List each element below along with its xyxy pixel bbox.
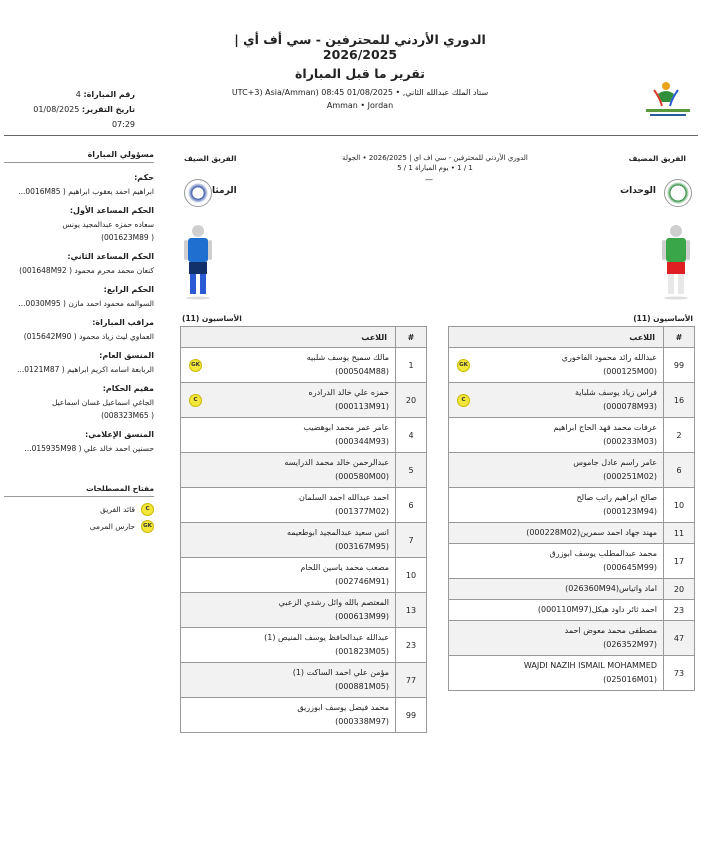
player-number: 16 [664, 383, 695, 418]
player-row [449, 418, 695, 453]
player-code: (000123M94) [603, 507, 657, 516]
player-cell [181, 523, 396, 558]
player-number: 11 [664, 523, 695, 544]
player-cell [181, 558, 396, 593]
player-code: (000504M88) [335, 367, 389, 376]
official-id: ( 001623M89) [101, 233, 154, 242]
player-name: عامر عمر محمد ابوهضيب [303, 423, 389, 432]
competition-info [320, 153, 550, 173]
player-number: 5 [396, 453, 427, 488]
player-name: اماد واتياس(026360M94) [565, 584, 657, 593]
official-role: مراقب المباراة: [92, 318, 154, 327]
player-name: صالح ابراهيم راتب صالح [576, 493, 657, 502]
player-row [181, 523, 427, 558]
player-number: 10 [664, 488, 695, 523]
player-cell [449, 523, 664, 544]
player-cell [181, 698, 396, 733]
report-date [0, 105, 135, 114]
player-row [181, 488, 427, 523]
player-number: 99 [396, 698, 427, 733]
player-code: (025016M01) [603, 675, 657, 684]
official-name: العماوي ليث زياد محمود ( 015642M90) [23, 332, 154, 341]
player-row [181, 383, 427, 418]
player-number: 73 [664, 656, 695, 691]
player-cell [449, 348, 664, 383]
away-team-name: الرمثا [212, 186, 237, 196]
player-row [449, 453, 695, 488]
player-row [181, 453, 427, 488]
player-code: (000113M91) [335, 402, 389, 411]
gk-label: حارس المرمى [89, 522, 135, 531]
player-row [449, 348, 695, 383]
player-cell [449, 600, 664, 621]
player-name: احمد ثائر داود هيكل(000110M97) [537, 605, 657, 614]
player-name: محمد فيصل يوسف ابوزريق [297, 703, 389, 712]
season-title: 2026/2025 [322, 47, 398, 62]
player-cell [449, 453, 664, 488]
player-name: مهند جهاد احمد سمرين(000228M02) [526, 528, 657, 537]
player-cell [181, 628, 396, 663]
player-row [181, 348, 427, 383]
player-cell [181, 663, 396, 698]
away-team-label: الفريق الضيف [184, 154, 237, 163]
player-cell [181, 453, 396, 488]
player-name: عبدالله رائد محمود الفاخوري [561, 353, 657, 362]
official-role: مقيم الحكام: [102, 384, 154, 393]
captain-badge: C [141, 503, 154, 516]
player-name: المعتصم بالله وائل رشدي الزعبي [278, 598, 389, 607]
player-number: 7 [396, 523, 427, 558]
home-table-header [449, 327, 695, 348]
goalkeeper-badge: GK [457, 359, 470, 372]
player-code: (002746M91) [335, 577, 389, 586]
player-name: مؤمن علي احمد الساكت (1) [292, 668, 389, 677]
report-subtitle: تقرير ما قبل المباراة [295, 66, 425, 81]
officials-panel [4, 150, 154, 455]
player-name: مصعب محمد ياسين اللحام [300, 563, 389, 572]
player-number: 6 [396, 488, 427, 523]
player-code: (000344M93) [335, 437, 389, 446]
player-code: (001377M02) [335, 507, 389, 516]
away-club-logo [184, 179, 212, 207]
player-name: عبدالله عبدالحافظ يوسف المنيص (1) [264, 633, 389, 642]
col-player-header: اللاعب [181, 327, 396, 348]
player-row [449, 600, 695, 621]
player-code: (003167M95) [335, 542, 389, 551]
home-team-label: الفريق المضيف [628, 154, 686, 163]
captain-badge: C [189, 394, 202, 407]
away-kit-figure [182, 224, 214, 300]
official-name: كنعان محمد محرم محمود ( 001648M92) [19, 266, 154, 275]
player-cell [449, 488, 664, 523]
player-number: 20 [396, 383, 427, 418]
home-team-name: الوحدات [620, 186, 656, 196]
home-starters-label: الأساسيون (11) [633, 314, 693, 323]
away-lineup-table [180, 326, 427, 733]
legend-heading: مفتاح المصطلحات [4, 484, 154, 497]
player-cell [181, 348, 396, 383]
player-number: 17 [664, 544, 695, 579]
player-row [449, 579, 695, 600]
player-number: 23 [396, 628, 427, 663]
player-number: 4 [396, 418, 427, 453]
captain-label: قائد الفريق [100, 505, 135, 514]
player-code: (000881M05) [335, 682, 389, 691]
player-number: 23 [664, 600, 695, 621]
report-date-label: تاريخ التقرير: [81, 105, 135, 114]
official-role: الحكم المساعد الأول: [69, 206, 154, 215]
match-meta [0, 90, 135, 135]
away-table-header [181, 327, 427, 348]
player-number: 47 [664, 621, 695, 656]
city-line: Amman • Jordan [326, 101, 394, 110]
official-name: سعاده حمزه عبدالمجيد يونس [62, 220, 154, 229]
player-cell [181, 418, 396, 453]
official-id: ( 008323M65) [101, 411, 154, 420]
player-name: محمد عبدالمطلب يوسف ابوزرق [549, 549, 657, 558]
player-name: فراس زياد يوسف شلباية [574, 388, 657, 397]
score-placeholder: — [425, 175, 433, 184]
player-name: مالك سميح يوسف شلبيه [306, 353, 389, 362]
player-code: (000233M03) [603, 437, 657, 446]
player-row [449, 656, 695, 691]
gk-badge: GK [141, 520, 154, 533]
match-number [0, 90, 135, 99]
player-code: (001823M05) [335, 647, 389, 656]
header-divider [4, 135, 698, 136]
player-cell [449, 621, 664, 656]
player-row [449, 621, 695, 656]
player-row [181, 558, 427, 593]
player-row [181, 698, 427, 733]
venue-line: ستاد الملك عبدالله الثاني, • UTC+3) Asia/Amman) 08:45 01/08/2025 [231, 88, 489, 97]
player-number: 10 [396, 558, 427, 593]
official-role: الحكم الرابع: [103, 285, 154, 294]
player-name: عبدالرحمن خالد محمد الدرايسه [284, 458, 389, 467]
player-number: 6 [664, 453, 695, 488]
player-number: 1 [396, 348, 427, 383]
matchday-info: 1 / 1 • يوم المباراة 1 / 5 [397, 164, 473, 172]
player-row [449, 544, 695, 579]
report-title: الدوري الأردني للمحترفين - سي أف أي | [234, 32, 486, 47]
legend-captain [4, 503, 154, 516]
player-row [449, 523, 695, 544]
player-name: عامر راسم عادل جاموس [573, 458, 657, 467]
home-club-logo [664, 179, 692, 207]
player-cell [181, 383, 396, 418]
player-code: (000580M00) [335, 472, 389, 481]
player-name: مصطفى محمد معوض احمد [564, 626, 657, 635]
player-name: حمزه علي خالد الدرادره [308, 388, 389, 397]
captain-badge: C [457, 394, 470, 407]
col-player-header: اللاعب [449, 327, 664, 348]
match-number-label: رقم المباراة: [83, 90, 135, 99]
official-name: ابراهيم احمد يعقوب ابراهيم ( 0016M85... [18, 187, 154, 196]
official-name: الربابعة اسامه اكريم ابراهيم ( 0121M87... [17, 365, 154, 374]
league-logo [640, 76, 696, 120]
officials-list [4, 173, 154, 455]
competition-round: الدوري الأردني للمحترفين - سي اف اي | 2026/2025 • الجولة [342, 154, 528, 162]
player-row [181, 593, 427, 628]
player-row [181, 663, 427, 698]
goalkeeper-badge: GK [189, 359, 202, 372]
away-starters-label: الأساسيون (11) [182, 314, 242, 323]
home-lineup-table [448, 326, 695, 691]
official-role: حكم: [134, 173, 154, 182]
player-cell [449, 383, 664, 418]
player-number: 99 [664, 348, 695, 383]
player-name: عرفات محمد فهد الحاج ابراهيم [553, 423, 657, 432]
match-number-value: 4 [75, 90, 81, 99]
player-code: (026352M97) [603, 640, 657, 649]
player-cell [181, 593, 396, 628]
col-number-header: # [664, 327, 695, 348]
official-name: الجاغي اسماعيل غسان اسماعيل [51, 398, 154, 407]
player-code: (000613M99) [335, 612, 389, 621]
player-code: (000251M02) [603, 472, 657, 481]
player-cell [449, 579, 664, 600]
player-code: (000645M99) [603, 563, 657, 572]
player-row [181, 418, 427, 453]
player-number: 77 [396, 663, 427, 698]
official-name: السوالمه محمود احمد مازن ( 0030M95... [18, 299, 154, 308]
player-code: (000338M97) [335, 717, 389, 726]
player-number: 2 [664, 418, 695, 453]
player-name: WAJDI NAZIH ISMAIL MOHAMMED [523, 661, 657, 670]
player-cell [181, 488, 396, 523]
player-cell [449, 656, 664, 691]
player-row [181, 628, 427, 663]
player-row [449, 488, 695, 523]
official-role: المنسق العام: [99, 351, 154, 360]
col-number-header: # [396, 327, 427, 348]
player-code: (000125M00) [603, 367, 657, 376]
home-kit-figure [660, 224, 692, 300]
report-date-value: 01/08/2025 [33, 105, 80, 114]
officials-heading: مسؤولي المباراة [4, 150, 154, 163]
player-code: (000078M93) [603, 402, 657, 411]
player-name: انس سعيد عبدالمجيد ابوطعيمه [286, 528, 389, 537]
player-name: احمد عبدالله احمد السلمان [299, 493, 389, 502]
legend-panel [4, 484, 154, 537]
player-cell [449, 544, 664, 579]
player-number: 13 [396, 593, 427, 628]
player-row [449, 383, 695, 418]
player-cell [449, 418, 664, 453]
official-role: الحكم المساعد الثاني: [67, 252, 154, 261]
official-role: المنسق الإعلامي: [85, 430, 154, 439]
report-time: 07:29 [111, 120, 135, 129]
official-name: حسنين احمد خالد علي ( 015935M98... [24, 444, 154, 453]
player-number: 20 [664, 579, 695, 600]
legend-goalkeeper [4, 520, 154, 533]
